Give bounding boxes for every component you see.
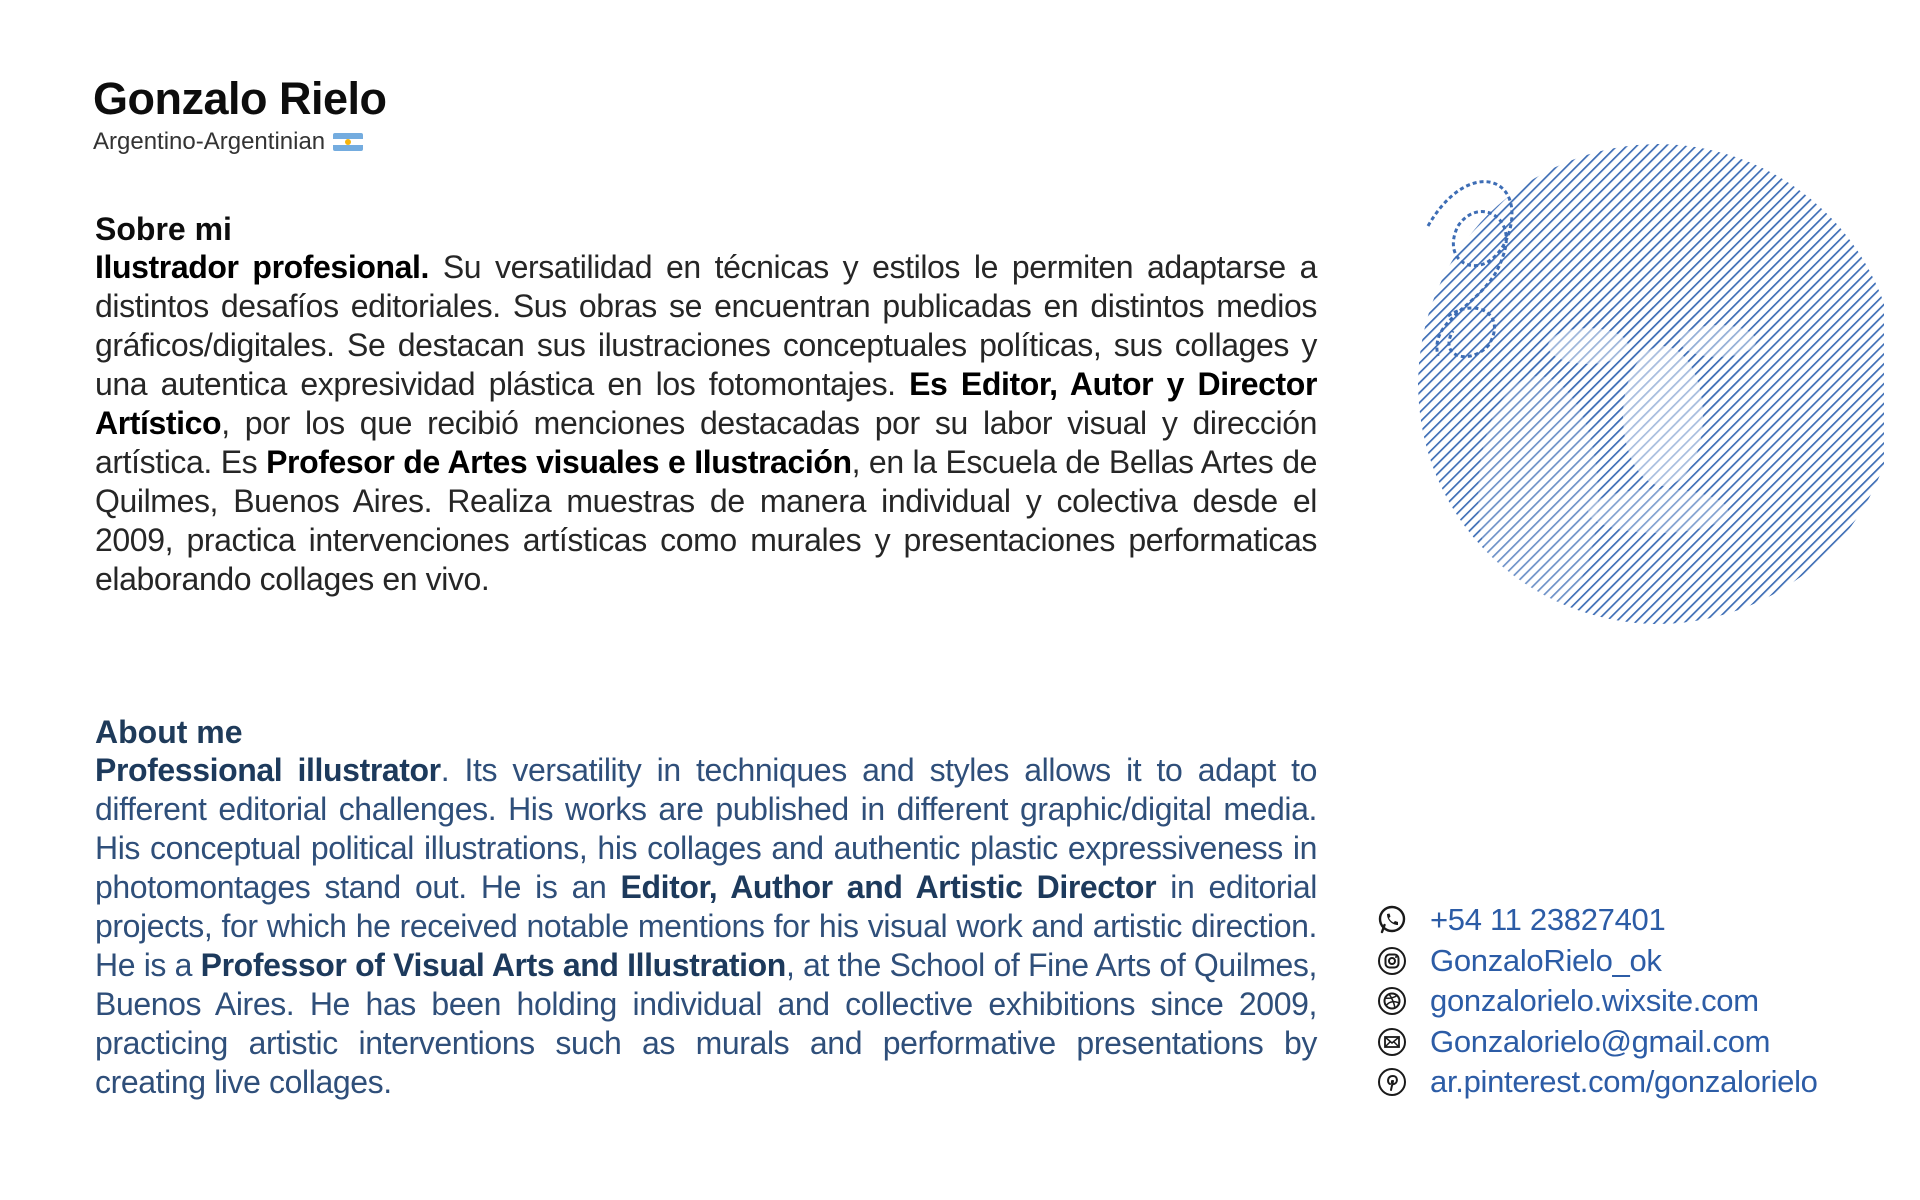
about-me-title: About me <box>95 714 243 750</box>
whatsapp-icon <box>1376 904 1408 936</box>
body-text: . Its versatility in techniques and styles allows it to adapt to different editorial challenges. His works are published in different graphic/digital media. His conceptual political illustrations, his collages and authentic plastic expressiveness in photomontages stand out. He is an <box>95 752 1317 905</box>
about-me-section <box>95 713 1317 1102</box>
dribbble-icon <box>1376 985 1408 1017</box>
highlighted-text: Editor, Author and Artistic Director <box>620 869 1157 905</box>
person-name: Gonzalo Rielo <box>93 73 387 124</box>
portrait-illustration <box>1408 116 1884 628</box>
portrait-engraving-image <box>1408 116 1884 628</box>
contact-pinterest[interactable] <box>1376 1062 1818 1103</box>
contact-email[interactable] <box>1376 1022 1818 1063</box>
highlighted-text: Ilustrador profesional. <box>95 249 429 285</box>
body-text: Su versatilidad en técnicas y estilos le permiten adaptarse a distintos desafíos editoriales. Sus obras se encuentran publicadas en distintos medios gráficos/digitales. Se destacan sus ilustraciones conceptuales políticas, sus collages y una autentica expresividad plástica en los fotomontajes. <box>95 249 1317 402</box>
contact-text: ar.pinterest.com/gonzalorielo <box>1430 1064 1818 1100</box>
contact-text: gonzalorielo.wixsite.com <box>1430 983 1759 1019</box>
about-me-paragraph <box>95 751 1317 1102</box>
nationality-text: Argentino-Argentinian <box>93 128 326 155</box>
nationality-line <box>93 128 387 156</box>
contact-phone[interactable] <box>1376 900 1818 941</box>
body-text: , por los que recibió menciones destacadas por su labor visual y dirección artística. Es <box>95 405 1317 480</box>
highlighted-text: Profesor de Artes visuales e Ilustración <box>266 444 852 480</box>
highlighted-text: Professional illustrator <box>95 752 441 788</box>
pinterest-icon <box>1376 1066 1408 1098</box>
body-text: , en la Escuela de Bellas Artes de Quilmes, Buenos Aires. Realiza muestras de manera individual y colectiva desde el 2009, practica intervenciones artísticas como murales y presentaciones performaticas elaborando collages en vivo. <box>95 444 1317 597</box>
contact-text: +54 11 23827401 <box>1430 902 1666 938</box>
contact-instagram[interactable] <box>1376 941 1818 982</box>
contact-website[interactable] <box>1376 981 1818 1022</box>
highlighted-text: Professor of Visual Arts and Illustration <box>200 947 786 983</box>
body-text: , at the School of Fine Arts of Quilmes, Buenos Aires. He has been holding individual and collective exhibitions since 2009, practicing artistic interventions such as murals and performative presentations by creating live collages. <box>95 947 1317 1100</box>
sobre-mi-title: Sobre mi <box>95 211 232 247</box>
contact-list <box>1376 900 1818 1103</box>
body-text: in editorial projects, for which he received notable mentions for his visual work and artistic direction. He is a <box>95 869 1317 983</box>
sobre-mi-paragraph <box>95 248 1317 599</box>
sobre-mi-section <box>95 210 1317 599</box>
contact-text: Gonzalorielo@gmail.com <box>1430 1023 1771 1059</box>
highlighted-text: Es Editor, Autor y Director Artístico <box>95 366 1317 441</box>
mail-icon <box>1376 1026 1408 1058</box>
instagram-icon <box>1376 945 1408 977</box>
contact-text: GonzaloRielo_ok <box>1430 942 1662 978</box>
argentina-flag-icon <box>333 133 363 151</box>
header <box>93 72 387 156</box>
